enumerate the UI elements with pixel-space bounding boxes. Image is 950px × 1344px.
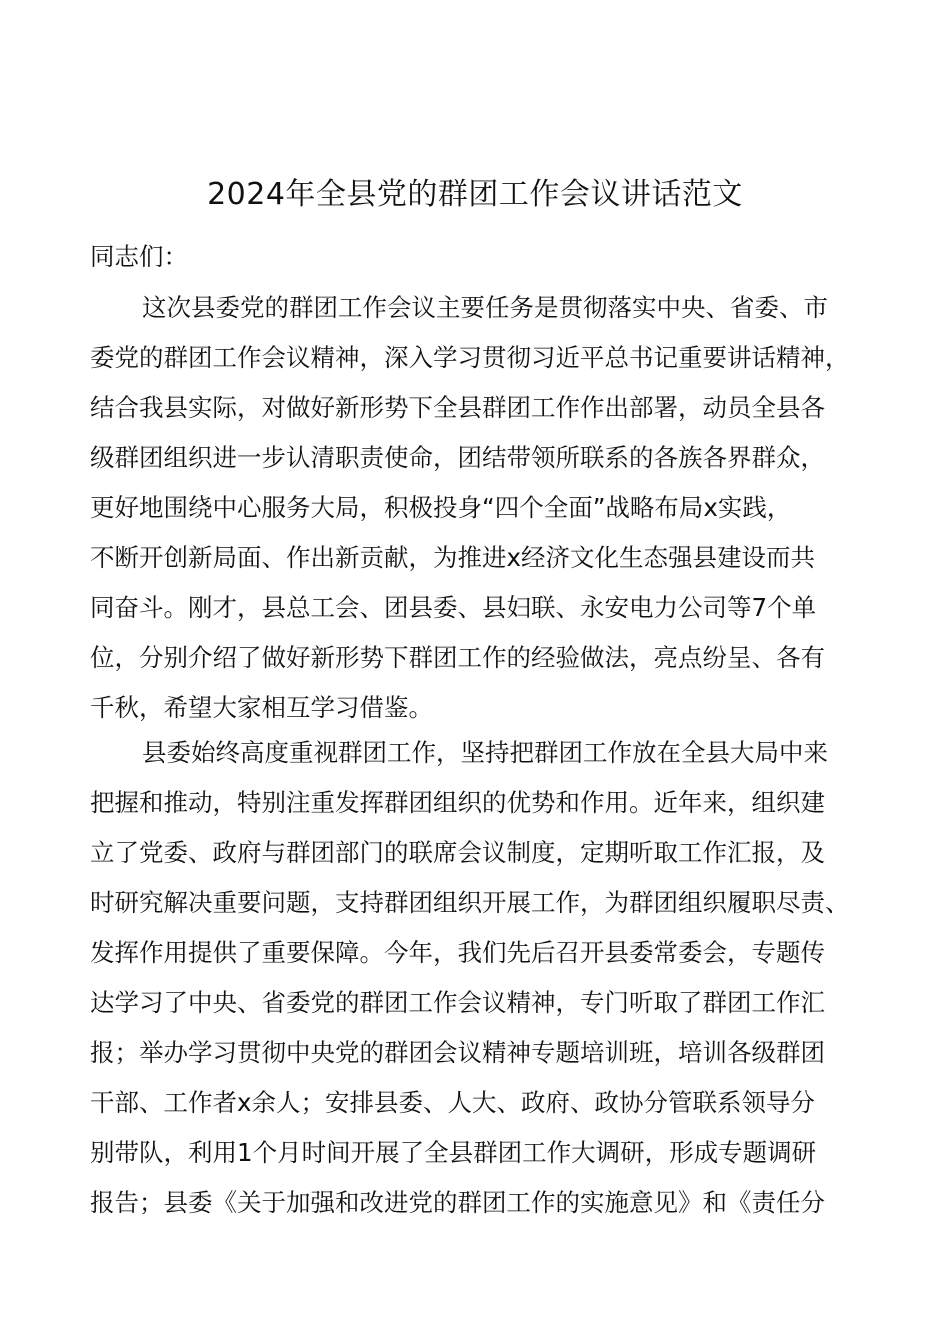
text-line: 县委始终高度重视群团工作，坚持把群团工作放在全县大局中来 xyxy=(142,738,828,767)
text-line: 立了党委、政府与群团部门的联席会议制度，定期听取工作汇报，及 xyxy=(90,838,825,867)
text-line: 报告；县委《关于加强和改进党的群团工作的实施意见》和《责任分 xyxy=(90,1188,825,1217)
text-line: 位，分别介绍了做好新形势下群团工作的经验做法，亮点纷呈、各有 xyxy=(90,643,825,672)
text-line: 级群团组织进一步认清职责使命，团结带领所联系的各族各界群众， xyxy=(90,443,825,472)
text-line: 这次县委党的群团工作会议主要任务是贯彻落实中央、省委、市 xyxy=(142,293,828,322)
document-title: 2024年全县党的群团工作会议讲话范文 xyxy=(207,177,743,212)
text-line: 更好地围绕中心服务大局，积极投身“四个全面”战略布局x实践， xyxy=(90,493,792,522)
text-line: 时研究解决重要问题，支持群团组织开展工作，为群团组织履职尽责、 xyxy=(90,888,850,917)
paragraph-2 xyxy=(90,728,870,1228)
text-line: 发挥作用提供了重要保障。今年，我们先后召开县委常委会，专题传 xyxy=(90,938,825,967)
text-line: 把握和推动，特别注重发挥群团组织的优势和作用。近年来，组织建 xyxy=(90,788,825,817)
text-line: 结合我县实际，对做好新形势下全县群团工作作出部署，动员全县各 xyxy=(90,393,825,422)
text-line: 同奋斗。刚才，县总工会、团县委、县妇联、永安电力公司等7个单 xyxy=(90,593,817,622)
text-line: 干部、工作者x余人；安排县委、人大、政府、政协分管联系领导分 xyxy=(90,1088,815,1117)
text-line: 委党的群团工作会议精神，深入学习贯彻习近平总书记重要讲话精神， xyxy=(90,343,850,372)
text-line: 千秋，希望大家相互学习借鉴。 xyxy=(90,693,433,722)
salutation: 同志们： xyxy=(90,242,188,271)
text-line: 报；举办学习贯彻中央党的群团会议精神专题培训班，培训各级群团 xyxy=(90,1038,825,1067)
text-line: 不断开创新局面、作出新贡献，为推进x经济文化生态强县建设而共 xyxy=(90,543,815,572)
text-line: 达学习了中央、省委党的群团工作会议精神，专门听取了群团工作汇 xyxy=(90,988,825,1017)
paragraph-1 xyxy=(90,283,870,733)
text-line: 别带队，利用1个月时间开展了全县群团工作大调研，形成专题调研 xyxy=(90,1138,817,1167)
